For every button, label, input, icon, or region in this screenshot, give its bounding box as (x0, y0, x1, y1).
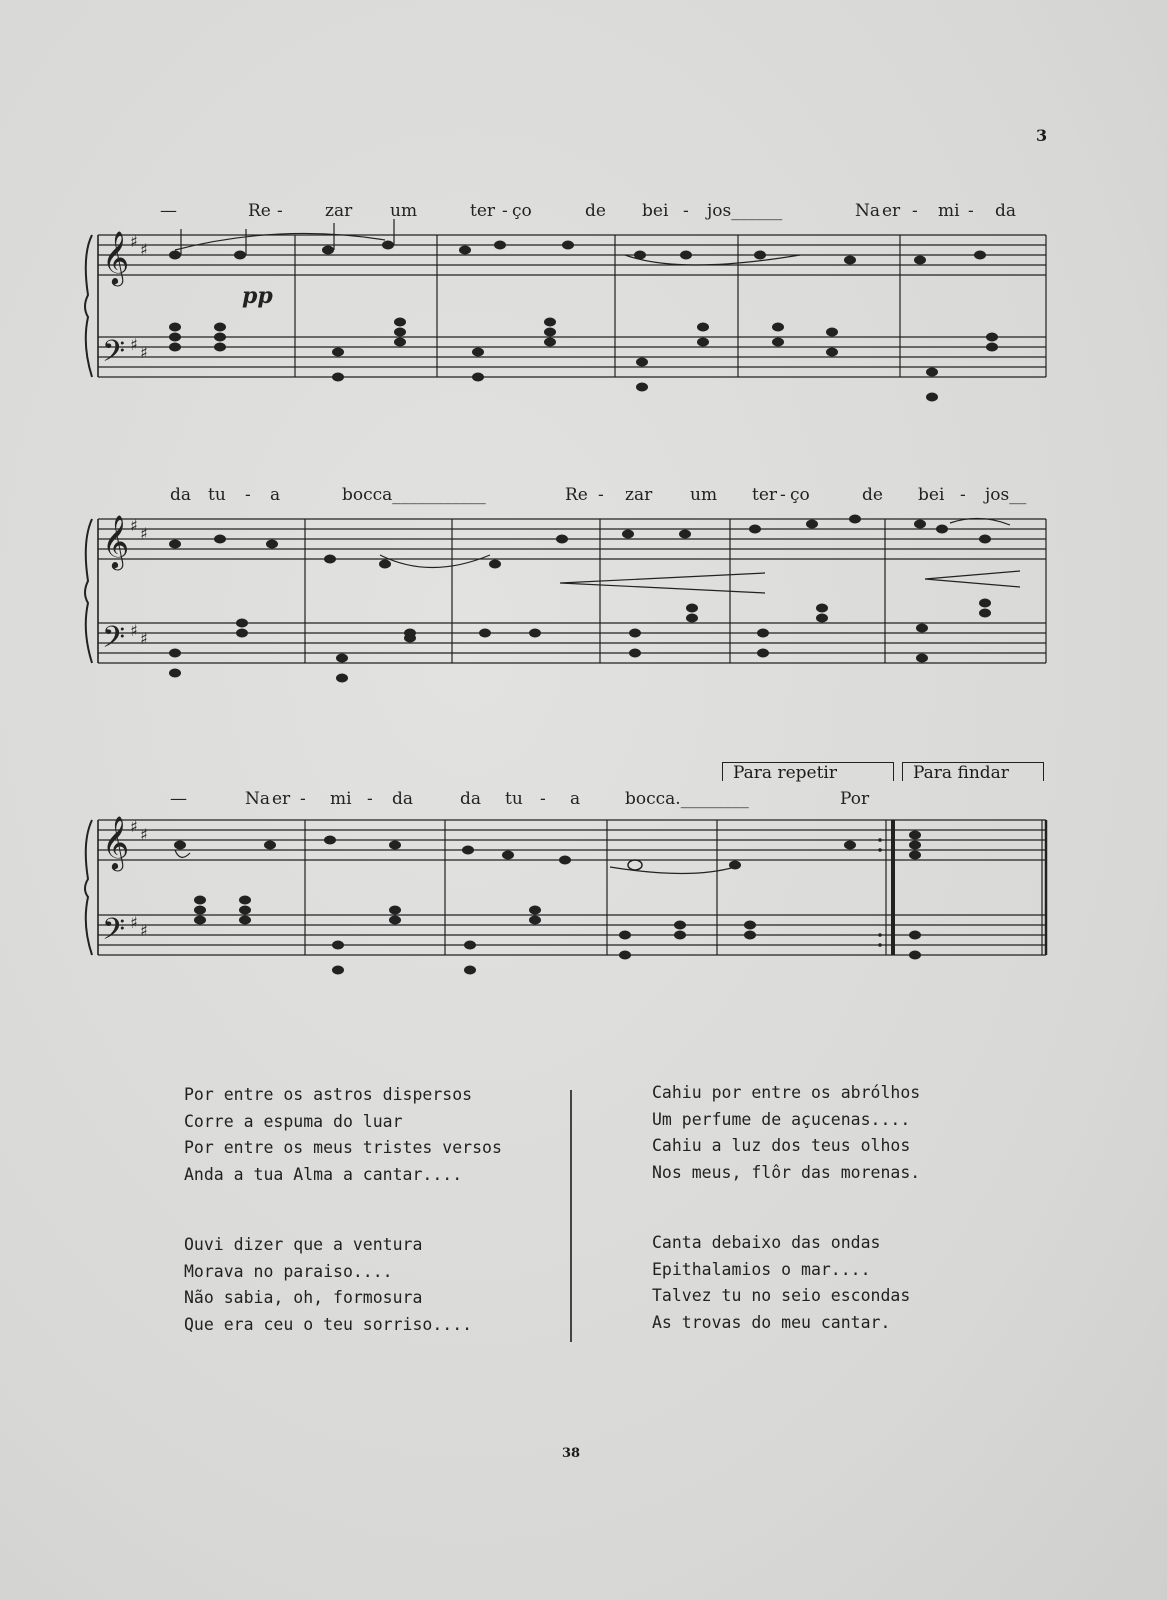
verse-line: Morava no paraiso.... (184, 1261, 393, 1281)
svg-text:♯: ♯ (130, 817, 138, 836)
lyric: - (780, 485, 786, 505)
lyric: - (968, 201, 974, 221)
lyric: ter (470, 201, 496, 221)
volta-label-end: Para findar (913, 763, 1009, 783)
lyric: bocca___________ (342, 485, 486, 505)
lyric: ço (512, 201, 532, 221)
svg-text:𝄢: 𝄢 (102, 335, 126, 376)
page-number-bottom: 38 (562, 1446, 581, 1461)
lyric: - (598, 485, 604, 505)
lyric: um (690, 485, 718, 505)
svg-text:♯: ♯ (130, 913, 138, 932)
verse-line: Por entre os meus tristes versos (184, 1138, 502, 1157)
lyric: Re (248, 201, 271, 221)
lyric: bei (918, 485, 945, 505)
svg-text:♯: ♯ (130, 335, 138, 354)
svg-text:♯: ♯ (130, 621, 138, 640)
svg-text:𝄞: 𝄞 (102, 514, 130, 568)
svg-text:♯: ♯ (140, 921, 148, 940)
lyric: Na (245, 789, 271, 809)
lyric: mi (330, 789, 352, 809)
lyric: bei (642, 201, 669, 221)
staff-notation-1 (80, 195, 1050, 435)
lyric: a (570, 789, 581, 809)
lyric: - (912, 201, 918, 221)
verse-line: Cahiu a luz dos teus olhos (652, 1136, 911, 1155)
verse-line: Ouvi dizer que a ventura (184, 1235, 423, 1254)
lyric: - (245, 485, 251, 505)
poem-left-column (184, 1082, 502, 1338)
lyric: - (300, 789, 306, 809)
lyric: Na (855, 201, 881, 221)
verse-line: Por entre os astros dispersos (184, 1085, 473, 1104)
lyric: ço (790, 485, 810, 505)
poem-right-column (652, 1080, 920, 1336)
music-system-1 (80, 195, 1050, 435)
verse-line: Epithalamios o mar.... (652, 1259, 871, 1279)
lyric: Por (840, 789, 870, 809)
lyric: tu (208, 485, 226, 505)
lyric: er (272, 789, 291, 809)
svg-text:𝄞: 𝄞 (102, 230, 130, 284)
svg-text:𝄞: 𝄞 (102, 815, 130, 869)
lyric: da (392, 789, 414, 809)
verse-line: Não sabia, oh, formosura (184, 1288, 423, 1307)
lyric: - (540, 789, 546, 809)
page-number-top: 3 (1036, 126, 1048, 145)
staff-notation-3 (80, 785, 1050, 1025)
verse-line: Que era ceu o teu sorriso.... (184, 1314, 473, 1334)
svg-text:𝄢: 𝄢 (102, 913, 126, 954)
svg-text:♯: ♯ (140, 240, 148, 259)
music-system-3 (80, 785, 1050, 1025)
lyric: bocca.________ (625, 789, 749, 809)
lyric: jos______ (707, 201, 783, 221)
lyric: - (367, 789, 373, 809)
lyric: - (683, 201, 689, 221)
lyric: - (960, 485, 966, 505)
lyric: da (995, 201, 1017, 221)
lyric: zar (325, 201, 353, 221)
verse-line: Cahiu por entre os abrólhos (652, 1083, 921, 1102)
lyric: da (460, 789, 482, 809)
volta-second-ending (902, 762, 1044, 781)
lyric: — (160, 201, 177, 221)
verse-line: Um perfume de açucenas.... (652, 1109, 911, 1129)
volta-label-repeat: Para repetir (733, 763, 838, 783)
verse-line: Nos meus, flôr das morenas. (652, 1162, 921, 1182)
verse-line: Talvez tu no seio escondas (652, 1286, 911, 1305)
svg-text:♯: ♯ (130, 232, 138, 251)
lyric: de (862, 485, 883, 505)
lyric: er (882, 201, 901, 221)
lyric: de (585, 201, 606, 221)
svg-text:♯: ♯ (140, 825, 148, 844)
verse-line: Anda a tua Alma a cantar.... (184, 1164, 463, 1184)
staff-notation-2 (80, 485, 1050, 725)
svg-text:♯: ♯ (130, 516, 138, 535)
verse-line: As trovas do meu cantar. (652, 1312, 891, 1332)
lyric: jos__ (985, 485, 1027, 505)
svg-text:♯: ♯ (140, 629, 148, 648)
lyric: - (277, 201, 283, 221)
lyric: tu (505, 789, 523, 809)
music-system-2 (80, 485, 1050, 725)
verse-line: Canta debaixo das ondas (652, 1233, 881, 1252)
lyric: ter (752, 485, 778, 505)
lyric: a (270, 485, 281, 505)
svg-text:♯: ♯ (140, 524, 148, 543)
volta-first-ending (722, 762, 894, 781)
lyric: da (170, 485, 192, 505)
verse-line: Corre a espuma do luar (184, 1111, 403, 1131)
lyric: Re (565, 485, 588, 505)
lyric: zar (625, 485, 653, 505)
poem-divider (570, 1090, 572, 1342)
lyric: — (170, 789, 187, 809)
svg-text:♯: ♯ (140, 343, 148, 362)
dynamic-pianissimo: pp (242, 283, 273, 309)
svg-text:𝄢: 𝄢 (102, 621, 126, 662)
lyric: um (390, 201, 418, 221)
lyric: mi (938, 201, 960, 221)
lyric: - (502, 201, 508, 221)
